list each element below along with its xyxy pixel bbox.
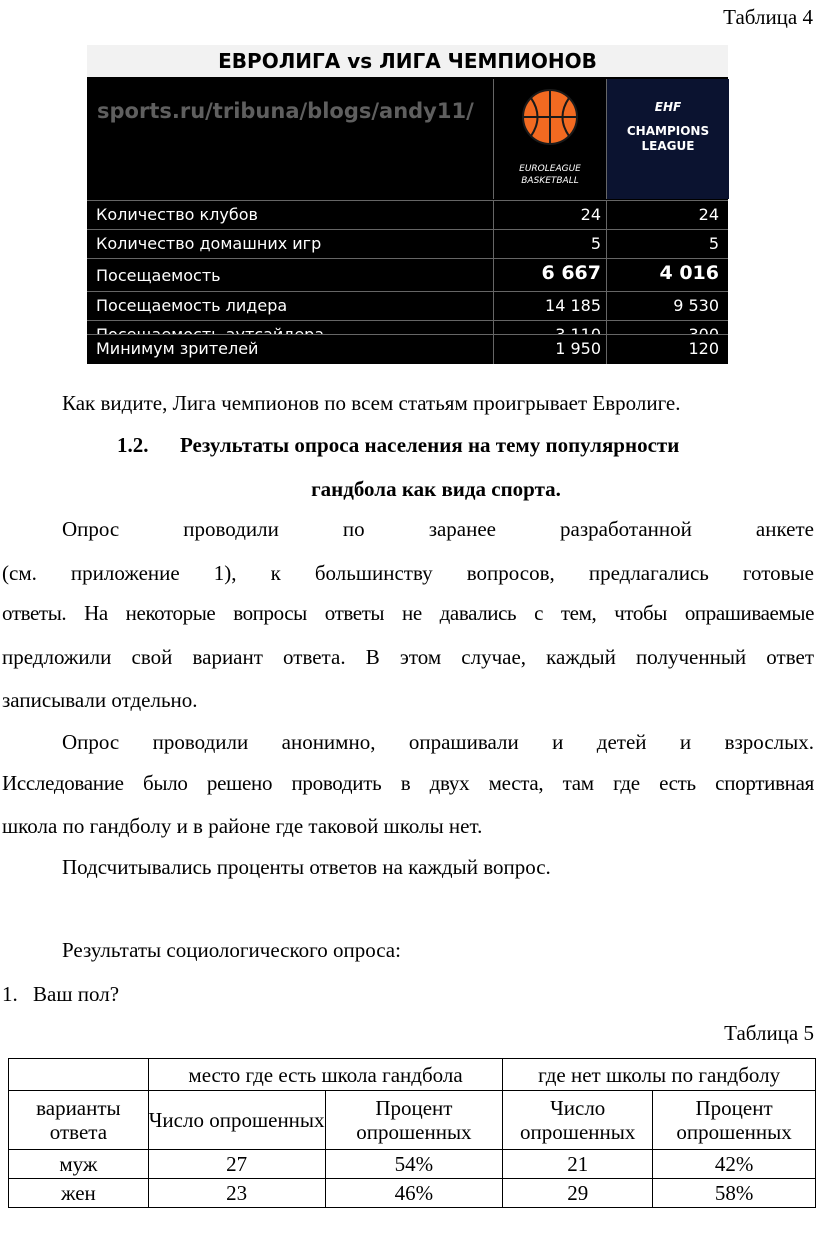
empty-header-cell [9, 1059, 149, 1091]
survey-results-table [8, 1058, 816, 1208]
image-title: ЕВРОЛИГА vs ЛИГА ЧЕМПИОНОВ [87, 45, 728, 77]
column-header-percent: Процент опрошенных [653, 1091, 816, 1150]
paragraph-line: (см. приложение 1), к большинству вопросов, предлагались готовые [2, 561, 814, 585]
cell-value: 54% [325, 1150, 503, 1179]
table-row [87, 334, 728, 364]
euroleague-value: 14 185 [545, 296, 601, 315]
row-label: Посещаемость [96, 266, 221, 285]
paragraph-line: предложили свой вариант ответа. В этом случае, каждый полученный ответ [2, 645, 814, 669]
paragraph-line: Опрос проводили анонимно, опрашивали и детей и взрослых. [62, 730, 814, 754]
champions-league-value: 24 [698, 205, 719, 224]
paragraph: Как видите, Лига чемпионов по всем статьям проигрывает Евролиге. [62, 391, 681, 415]
ehf-logo-line2: CHAMPIONS [626, 124, 710, 138]
cell-value: 27 [148, 1150, 325, 1179]
champions-league-value: 9 530 [673, 296, 719, 315]
row-label: Минимум зрителей [96, 339, 259, 358]
euroleague-value: 1 950 [555, 339, 601, 358]
ehf-logo-cell [606, 79, 729, 199]
table-row [87, 229, 728, 259]
watermark-text: sports.ru/tribuna/blogs/andy11/ [97, 99, 474, 123]
section-heading-line1: Результаты опроса населения на тему популярности [180, 433, 680, 457]
row-option: жен [9, 1179, 149, 1208]
table-4-caption: Таблица 4 [723, 5, 813, 29]
row-option: муж [9, 1150, 149, 1179]
table-row [9, 1179, 816, 1208]
euroleague-value: 24 [580, 205, 601, 224]
column-divider [493, 335, 494, 364]
table-row [87, 200, 728, 230]
column-header-count: Число опрошенных [148, 1091, 325, 1150]
ehf-logo-line1: EHF [654, 100, 682, 114]
paragraph-line: Опрос проводили по заранее разработанной анкете [62, 517, 814, 541]
question-text: Ваш пол? [33, 982, 120, 1006]
row-label: Посещаемость лидера [96, 296, 288, 315]
paragraph-line: школа по гандболу и в районе где таковой школы нет. [2, 814, 483, 838]
table-row [87, 258, 728, 292]
comparison-table-image [87, 45, 728, 363]
table-header-row [9, 1059, 816, 1091]
paragraph: Результаты социологического опроса: [62, 938, 401, 962]
table-row [87, 291, 728, 321]
group-header-school: место где есть школа гандбола [148, 1059, 503, 1091]
group-header-no-school: где нет школы по гандболу [503, 1059, 816, 1091]
section-number: 1.2. [117, 433, 149, 457]
paragraph-line: Исследование было решено проводить в двух места, там где есть спортивная [2, 771, 814, 795]
cell-value: 42% [653, 1150, 816, 1179]
column-header-percent: Процент опрошенных [325, 1091, 503, 1150]
table-header-row [9, 1091, 816, 1150]
cell-value: 21 [503, 1150, 653, 1179]
euroleague-basketball-logo-icon [494, 79, 606, 199]
table-5-caption: Таблица 5 [724, 1021, 814, 1045]
ehf-champions-league-logo-icon [607, 79, 729, 199]
column-header-count: Число опрошенных [503, 1091, 653, 1150]
row-label: Количество домашних игр [96, 234, 322, 253]
paragraph-line: записывали отдельно. [2, 688, 198, 712]
column-header-options: варианты ответа [9, 1091, 149, 1150]
table-row [9, 1150, 816, 1179]
row-label: Количество клубов [96, 205, 258, 224]
paragraph-line: ответы. На некоторые вопросы ответы не давались с тем, чтобы опрашиваемые [2, 601, 814, 625]
champions-league-value: 4 016 [659, 262, 719, 284]
euroleague-logo-line1: EUROLEAGUE [519, 164, 581, 174]
section-heading-line2: гандбола как вида спорта. [311, 477, 561, 501]
paragraph: Подсчитывались проценты ответов на каждый вопрос. [62, 855, 551, 879]
cell-value: 29 [503, 1179, 653, 1208]
champions-league-value: 120 [688, 339, 719, 358]
ehf-logo-line3: LEAGUE [641, 139, 695, 153]
cell-value: 23 [148, 1179, 325, 1208]
euroleague-value: 5 [590, 234, 601, 253]
euroleague-logo-line2: BASKETBALL [521, 176, 579, 186]
cell-value: 46% [325, 1179, 503, 1208]
question-number: 1. [2, 982, 18, 1006]
euroleague-value: 6 667 [541, 262, 601, 284]
euroleague-logo-cell [493, 79, 606, 199]
cell-value: 58% [653, 1179, 816, 1208]
champions-league-value: 5 [708, 234, 719, 253]
